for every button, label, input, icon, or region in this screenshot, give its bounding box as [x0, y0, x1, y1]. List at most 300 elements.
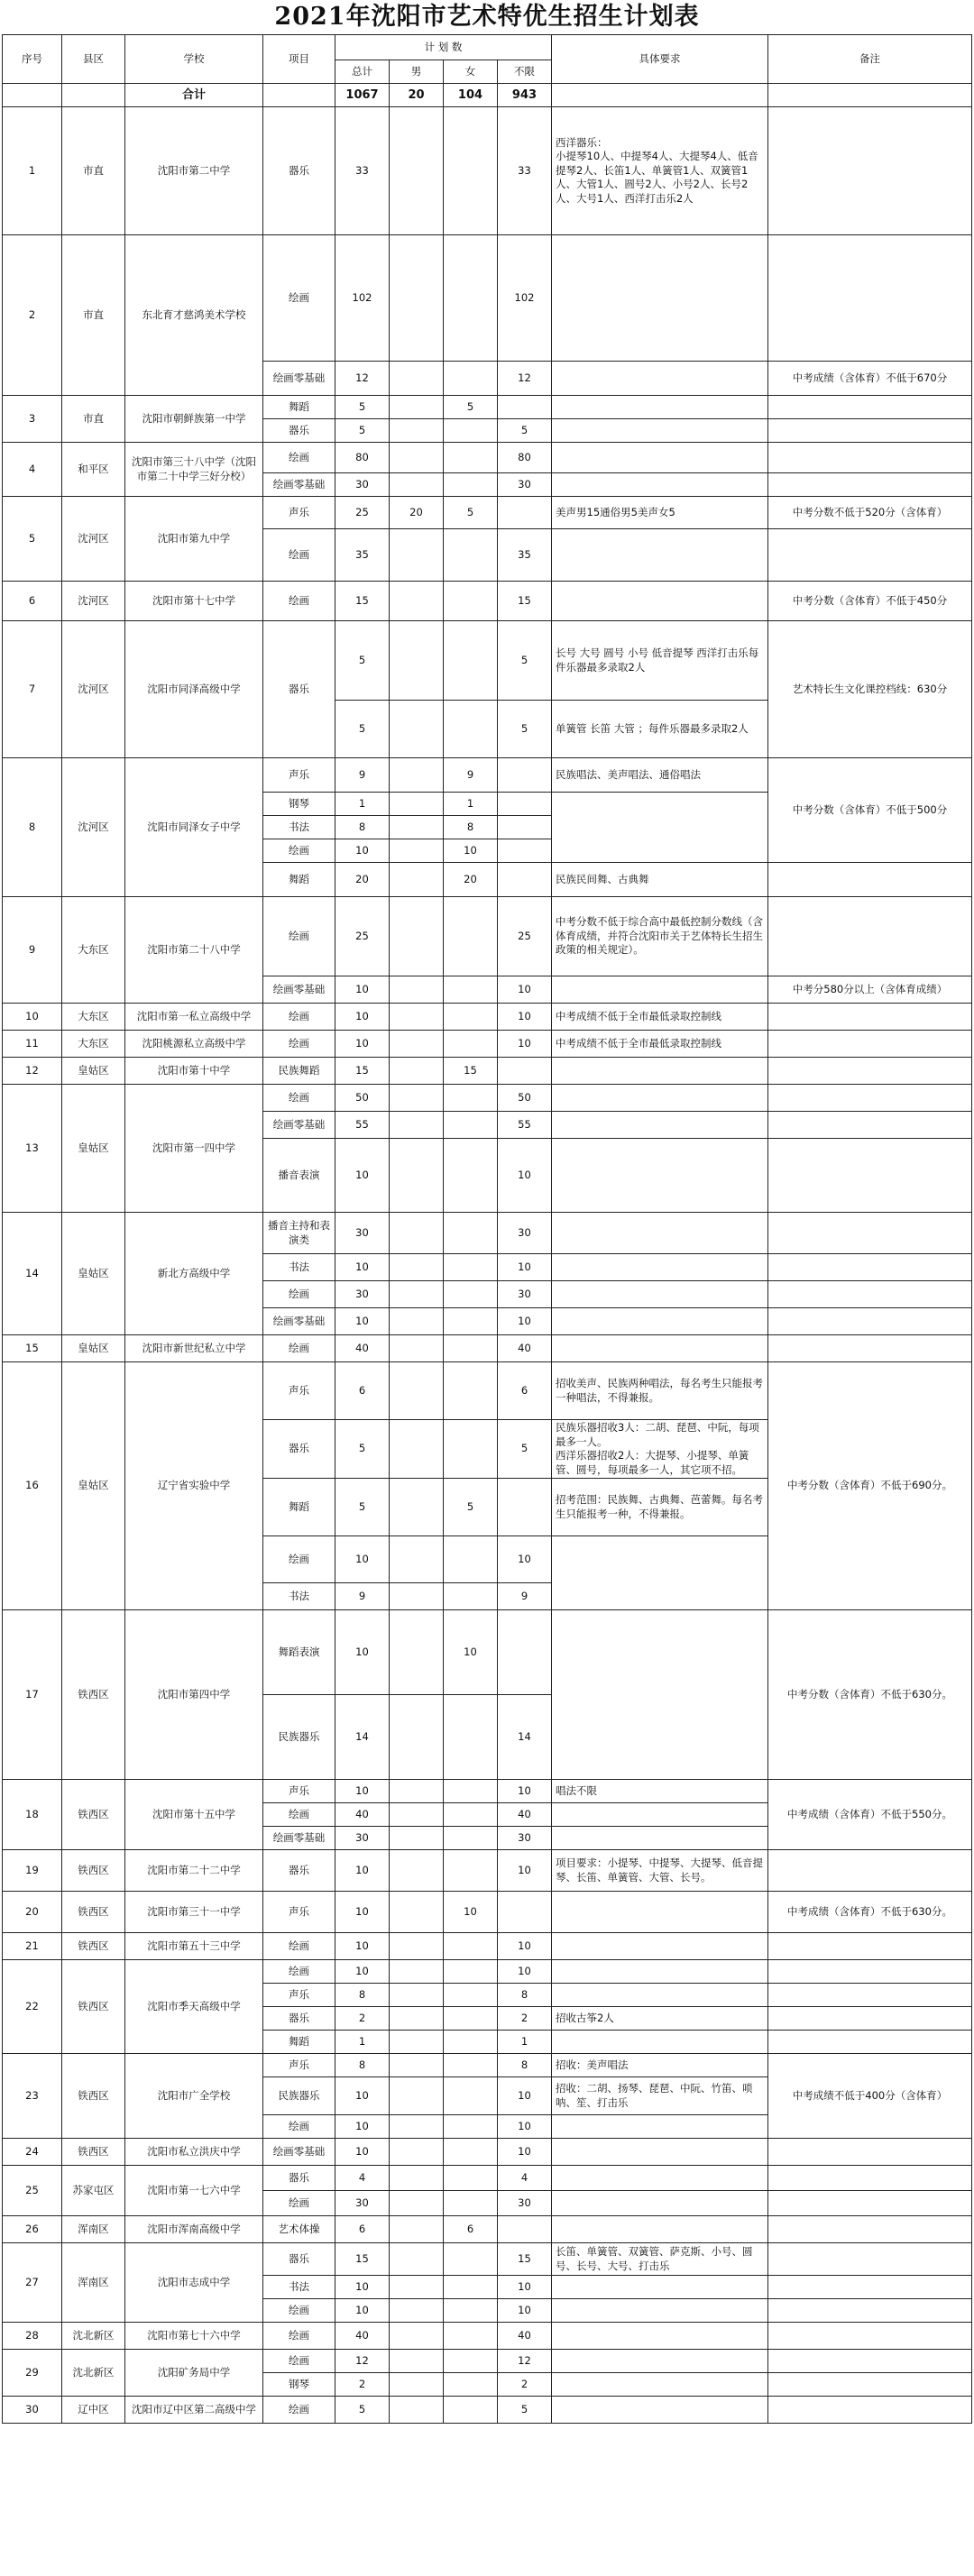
remark-cell: 中考分580分以上（含体育成绩）	[768, 976, 972, 1004]
requirements-cell	[552, 2191, 768, 2216]
row-number: 18	[3, 1780, 62, 1850]
item-cell: 器乐	[263, 1850, 335, 1892]
table-row	[3, 1058, 972, 1085]
requirements-cell	[552, 2373, 768, 2397]
requirements-cell	[552, 1933, 768, 1960]
male-cell	[390, 1112, 444, 1139]
school-cell: 沈阳市第一私立高级中学	[125, 1004, 263, 1031]
district-cell: 和平区	[62, 443, 125, 497]
requirements-cell	[552, 2216, 768, 2243]
district-cell: 皇姑区	[62, 1085, 125, 1213]
total-cell: 40	[335, 1335, 390, 1362]
remark-cell	[768, 1850, 972, 1892]
male-cell	[390, 1085, 444, 1112]
male-cell	[390, 235, 444, 362]
school-cell: 沈阳市新世纪私立中学	[125, 1335, 263, 1362]
item-cell: 绘画	[263, 1031, 335, 1058]
item-cell: 绘画	[263, 2323, 335, 2350]
district-cell: 沈河区	[62, 582, 125, 621]
any-cell: 5	[498, 2397, 552, 2424]
remark-cell	[768, 2216, 972, 2243]
male-cell	[390, 582, 444, 621]
remark-cell: 中考成绩（含体育）不低于550分。	[768, 1780, 972, 1850]
female-cell	[444, 2191, 498, 2216]
male-cell	[390, 2115, 444, 2139]
school-cell: 沈阳市第三十八中学（沈阳市第二十中学三好分校）	[125, 443, 263, 497]
item-cell: 绘画	[263, 235, 335, 362]
district-cell: 铁西区	[62, 2054, 125, 2139]
row-number: 19	[3, 1850, 62, 1892]
female-cell: 15	[444, 1058, 498, 1085]
district-cell: 浑南区	[62, 2243, 125, 2323]
total-cell: 10	[335, 976, 390, 1004]
requirements-cell	[552, 976, 768, 1004]
row-number: 4	[3, 443, 62, 497]
remark-cell	[768, 473, 972, 497]
table-row	[3, 2350, 972, 2373]
female-cell	[444, 1004, 498, 1031]
total-cell: 10	[335, 2115, 390, 2139]
remark-cell: 艺术特长生文化课控档线：630分	[768, 621, 972, 758]
requirements-cell	[552, 2115, 768, 2139]
total-cell: 10	[335, 1004, 390, 1031]
any-cell: 40	[498, 1803, 552, 1827]
item-cell: 器乐	[263, 2166, 335, 2191]
male-cell	[390, 1031, 444, 1058]
male-cell	[390, 1960, 444, 1984]
male-cell: 20	[390, 497, 444, 529]
male-cell	[390, 1803, 444, 1827]
row-number: 8	[3, 758, 62, 897]
requirements-cell	[552, 1058, 768, 1085]
item-cell: 钢琴	[263, 793, 335, 816]
any-cell	[498, 816, 552, 839]
remark-cell	[768, 1085, 972, 1112]
school-cell: 沈阳市季天高级中学	[125, 1960, 263, 2054]
female-cell	[444, 1112, 498, 1139]
school-cell: 沈阳市第七十六中学	[125, 2323, 263, 2350]
item-cell: 声乐	[263, 1780, 335, 1803]
item-cell: 绘画零基础	[263, 1827, 335, 1850]
male-cell	[390, 1058, 444, 1085]
requirements-cell	[552, 1610, 768, 1780]
remark-cell: 中考成绩（含体育）不低于670分	[768, 362, 972, 396]
female-cell	[444, 2007, 498, 2031]
total-cell: 5	[335, 2397, 390, 2424]
requirements-cell: 唱法不限	[552, 1780, 768, 1803]
table-row	[3, 1362, 972, 1420]
any-cell: 14	[498, 1695, 552, 1780]
item-cell: 舞蹈	[263, 396, 335, 419]
female-cell: 10	[444, 839, 498, 863]
requirements-cell	[552, 1536, 768, 1610]
item-cell: 绘画	[263, 1335, 335, 1362]
school-cell: 沈阳市第十七中学	[125, 582, 263, 621]
requirements-cell	[552, 2350, 768, 2373]
district-cell: 辽中区	[62, 2397, 125, 2424]
district-cell: 苏家屯区	[62, 2166, 125, 2216]
total-cell: 10	[335, 1308, 390, 1335]
school-cell: 沈阳市同泽女子中学	[125, 758, 263, 897]
summary-female: 104	[444, 84, 498, 107]
table-row	[3, 2243, 972, 2276]
row-number: 2	[3, 235, 62, 396]
female-cell: 20	[444, 863, 498, 897]
remark-cell	[768, 1139, 972, 1213]
female-cell	[444, 582, 498, 621]
female-cell	[444, 2139, 498, 2166]
any-cell	[498, 758, 552, 793]
female-cell	[444, 1281, 498, 1308]
district-cell: 市直	[62, 235, 125, 396]
requirements-cell: 民族唱法、美声唱法、通俗唱法	[552, 758, 768, 793]
any-cell: 80	[498, 443, 552, 473]
male-cell	[390, 2007, 444, 2031]
item-cell: 绘画	[263, 1960, 335, 1984]
row-number: 3	[3, 396, 62, 443]
total-cell: 40	[335, 1803, 390, 1827]
remark-cell: 中考分数（含体育）不低于630分。	[768, 1610, 972, 1780]
district-cell: 铁西区	[62, 1933, 125, 1960]
any-cell: 30	[498, 1281, 552, 1308]
any-cell: 5	[498, 701, 552, 758]
item-cell: 声乐	[263, 1892, 335, 1933]
total-cell: 12	[335, 362, 390, 396]
table-row	[3, 1610, 972, 1695]
requirements-cell	[552, 2031, 768, 2054]
remark-cell	[768, 2397, 972, 2424]
remark-cell	[768, 1213, 972, 1254]
remark-cell	[768, 1004, 972, 1031]
remark-cell	[768, 1031, 972, 1058]
requirements-cell	[552, 2166, 768, 2191]
remark-cell	[768, 1933, 972, 1960]
header-no: 序号	[3, 35, 62, 84]
remark-cell	[768, 2166, 972, 2191]
female-cell	[444, 2054, 498, 2077]
requirements-cell	[552, 1139, 768, 1213]
table-row	[3, 1085, 972, 1112]
district-cell: 浑南区	[62, 2216, 125, 2243]
female-cell	[444, 235, 498, 362]
any-cell	[498, 1610, 552, 1695]
female-cell: 1	[444, 793, 498, 816]
any-cell	[498, 396, 552, 419]
any-cell: 40	[498, 1335, 552, 1362]
any-cell: 50	[498, 1085, 552, 1112]
requirements-cell	[552, 1213, 768, 1254]
total-cell: 9	[335, 758, 390, 793]
female-cell	[444, 1031, 498, 1058]
item-cell: 书法	[263, 2276, 335, 2299]
male-cell	[390, 1335, 444, 1362]
row-number: 7	[3, 621, 62, 758]
male-cell	[390, 793, 444, 816]
male-cell	[390, 362, 444, 396]
item-cell: 书法	[263, 816, 335, 839]
requirements-cell	[552, 1254, 768, 1281]
requirements-cell	[552, 1308, 768, 1335]
school-cell: 东北育才慈鸿美术学校	[125, 235, 263, 396]
female-cell	[444, 1420, 498, 1479]
item-cell: 绘画	[263, 2350, 335, 2373]
table-row	[3, 497, 972, 529]
total-cell: 30	[335, 1213, 390, 1254]
female-cell: 9	[444, 758, 498, 793]
item-cell: 钢琴	[263, 2373, 335, 2397]
remark-cell	[768, 2007, 972, 2031]
table-header-row	[3, 35, 972, 60]
requirements-cell	[552, 529, 768, 582]
total-cell: 5	[335, 621, 390, 701]
remark-cell	[768, 1335, 972, 1362]
item-cell: 声乐	[263, 1362, 335, 1420]
school-cell: 沈阳市第一四中学	[125, 1085, 263, 1213]
female-cell	[444, 1933, 498, 1960]
district-cell: 皇姑区	[62, 1335, 125, 1362]
item-cell: 书法	[263, 1254, 335, 1281]
table-row	[3, 1335, 972, 1362]
remark-cell: 中考分数（含体育）不低于500分	[768, 758, 972, 863]
any-cell: 10	[498, 2115, 552, 2139]
female-cell	[444, 1780, 498, 1803]
any-cell	[498, 863, 552, 897]
header-total: 总计	[335, 60, 390, 84]
total-cell: 6	[335, 1362, 390, 1420]
remark-cell	[768, 2139, 972, 2166]
any-cell: 6	[498, 1362, 552, 1420]
requirements-cell: 中考分数不低于综合高中最低控制分数线（含体育成绩，并符合沈阳市关于艺体特长生招生政策的相关规定）。	[552, 897, 768, 976]
item-cell: 绘画	[263, 529, 335, 582]
total-cell: 10	[335, 2299, 390, 2323]
row-number: 29	[3, 2350, 62, 2397]
school-cell: 沈阳市第九中学	[125, 497, 263, 582]
requirements-cell: 招收：二胡、扬琴、琵琶、中阮、竹笛、唢呐、笙、打击乐	[552, 2077, 768, 2115]
row-number: 6	[3, 582, 62, 621]
total-cell: 102	[335, 235, 390, 362]
male-cell	[390, 2276, 444, 2299]
table-row	[3, 1031, 972, 1058]
district-cell: 沈河区	[62, 758, 125, 897]
any-cell: 10	[498, 1850, 552, 1892]
school-cell: 沈阳桃源私立高级中学	[125, 1031, 263, 1058]
male-cell	[390, 1780, 444, 1803]
total-cell: 25	[335, 897, 390, 976]
school-cell: 沈阳市浑南高级中学	[125, 2216, 263, 2243]
remark-cell	[768, 419, 972, 443]
item-cell: 声乐	[263, 1984, 335, 2007]
item-cell: 绘画零基础	[263, 473, 335, 497]
male-cell	[390, 2054, 444, 2077]
requirements-cell	[552, 419, 768, 443]
any-cell: 10	[498, 1933, 552, 1960]
requirements-cell	[552, 2139, 768, 2166]
district-cell: 市直	[62, 107, 125, 235]
remark-cell: 中考分数（含体育）不低于690分。	[768, 1362, 972, 1610]
male-cell	[390, 2031, 444, 2054]
any-cell: 25	[498, 897, 552, 976]
requirements-cell: 招收古筝2人	[552, 2007, 768, 2031]
remark-cell	[768, 2031, 972, 2054]
male-cell	[390, 529, 444, 582]
total-cell: 30	[335, 1281, 390, 1308]
school-cell: 沈阳市第二中学	[125, 107, 263, 235]
row-number: 16	[3, 1362, 62, 1610]
total-cell: 50	[335, 1085, 390, 1112]
requirements-cell: 中考成绩不低于全市最低录取控制线	[552, 1004, 768, 1031]
school-cell: 沈阳市朝鲜族第一中学	[125, 396, 263, 443]
any-cell	[498, 1058, 552, 1085]
female-cell	[444, 1827, 498, 1850]
row-number: 5	[3, 497, 62, 582]
remark-cell	[768, 2350, 972, 2373]
district-cell: 大东区	[62, 1031, 125, 1058]
table-row	[3, 396, 972, 419]
any-cell: 12	[498, 2350, 552, 2373]
item-cell: 绘画零基础	[263, 1112, 335, 1139]
table-row	[3, 107, 972, 235]
total-cell: 8	[335, 2054, 390, 2077]
total-cell: 10	[335, 1536, 390, 1583]
any-cell: 10	[498, 1308, 552, 1335]
female-cell	[444, 473, 498, 497]
female-cell: 10	[444, 1892, 498, 1933]
table-row	[3, 2216, 972, 2243]
male-cell	[390, 2299, 444, 2323]
item-cell: 绘画	[263, 443, 335, 473]
male-cell	[390, 107, 444, 235]
total-cell: 10	[335, 1780, 390, 1803]
any-cell: 10	[498, 1004, 552, 1031]
male-cell	[390, 2166, 444, 2191]
district-cell: 铁西区	[62, 2139, 125, 2166]
male-cell	[390, 419, 444, 443]
total-cell: 15	[335, 2243, 390, 2276]
summary-label: 合计	[125, 84, 263, 107]
total-cell: 10	[335, 839, 390, 863]
requirements-cell	[552, 1984, 768, 2007]
district-cell: 铁西区	[62, 1780, 125, 1850]
total-cell: 6	[335, 2216, 390, 2243]
female-cell	[444, 976, 498, 1004]
table-row	[3, 1892, 972, 1933]
female-cell	[444, 2243, 498, 2276]
male-cell	[390, 1213, 444, 1254]
total-cell: 25	[335, 497, 390, 529]
any-cell	[498, 1892, 552, 1933]
district-cell: 铁西区	[62, 1960, 125, 2054]
total-cell: 5	[335, 1420, 390, 1479]
remark-cell	[768, 1984, 972, 2007]
table-row	[3, 443, 972, 473]
row-number: 9	[3, 897, 62, 1004]
school-cell: 沈阳市同泽高级中学	[125, 621, 263, 758]
header-male: 男	[390, 60, 444, 84]
item-cell: 绘画	[263, 1536, 335, 1583]
total-cell: 10	[335, 1960, 390, 1984]
female-cell: 5	[444, 1479, 498, 1536]
header-remark: 备注	[768, 35, 972, 84]
male-cell	[390, 2216, 444, 2243]
total-cell: 15	[335, 1058, 390, 1085]
male-cell	[390, 1610, 444, 1695]
row-number: 30	[3, 2397, 62, 2424]
any-cell: 10	[498, 2299, 552, 2323]
male-cell	[390, 2350, 444, 2373]
requirements-cell	[552, 2276, 768, 2299]
requirements-cell	[552, 1085, 768, 1112]
total-cell: 10	[335, 1933, 390, 1960]
district-cell: 大东区	[62, 1004, 125, 1031]
row-number: 10	[3, 1004, 62, 1031]
female-cell	[444, 1850, 498, 1892]
male-cell	[390, 1827, 444, 1850]
item-cell: 民族舞蹈	[263, 1058, 335, 1085]
table-row	[3, 1960, 972, 1984]
item-cell: 舞蹈	[263, 863, 335, 897]
any-cell: 8	[498, 2054, 552, 2077]
requirements-cell	[552, 2323, 768, 2350]
remark-cell	[768, 1254, 972, 1281]
row-number: 17	[3, 1610, 62, 1780]
female-cell	[444, 419, 498, 443]
male-cell	[390, 1850, 444, 1892]
school-cell: 沈阳市志成中学	[125, 2243, 263, 2323]
any-cell: 30	[498, 2191, 552, 2216]
total-cell: 30	[335, 473, 390, 497]
item-cell: 民族器乐	[263, 2077, 335, 2115]
male-cell	[390, 2373, 444, 2397]
requirements-cell	[552, 2397, 768, 2424]
total-cell: 5	[335, 1479, 390, 1536]
table-row	[3, 1004, 972, 1031]
requirements-cell	[552, 1892, 768, 1933]
summary-req-cell	[552, 84, 768, 107]
row-number: 12	[3, 1058, 62, 1085]
total-cell: 80	[335, 443, 390, 473]
total-cell: 10	[335, 1850, 390, 1892]
summary-male: 20	[390, 84, 444, 107]
total-cell: 4	[335, 2166, 390, 2191]
table-row	[3, 2054, 972, 2077]
any-cell: 10	[498, 1254, 552, 1281]
male-cell	[390, 2397, 444, 2424]
summary-district-cell	[62, 84, 125, 107]
any-cell: 5	[498, 621, 552, 701]
male-cell	[390, 396, 444, 419]
female-cell	[444, 1984, 498, 2007]
district-cell: 沈北新区	[62, 2350, 125, 2397]
female-cell	[444, 1213, 498, 1254]
school-cell: 沈阳市私立洪庆中学	[125, 2139, 263, 2166]
school-cell: 沈阳市第三十一中学	[125, 1892, 263, 1933]
row-number: 25	[3, 2166, 62, 2216]
male-cell	[390, 816, 444, 839]
remark-cell	[768, 1058, 972, 1085]
requirements-cell	[552, 1281, 768, 1308]
remark-cell	[768, 235, 972, 362]
item-cell: 绘画	[263, 1803, 335, 1827]
table-row	[3, 1933, 972, 1960]
total-cell: 2	[335, 2007, 390, 2031]
header-female: 女	[444, 60, 498, 84]
total-cell: 10	[335, 1139, 390, 1213]
item-cell: 器乐	[263, 621, 335, 758]
table-row	[3, 1213, 972, 1254]
female-cell	[444, 2373, 498, 2397]
summary-item-cell	[263, 84, 335, 107]
female-cell	[444, 2166, 498, 2191]
